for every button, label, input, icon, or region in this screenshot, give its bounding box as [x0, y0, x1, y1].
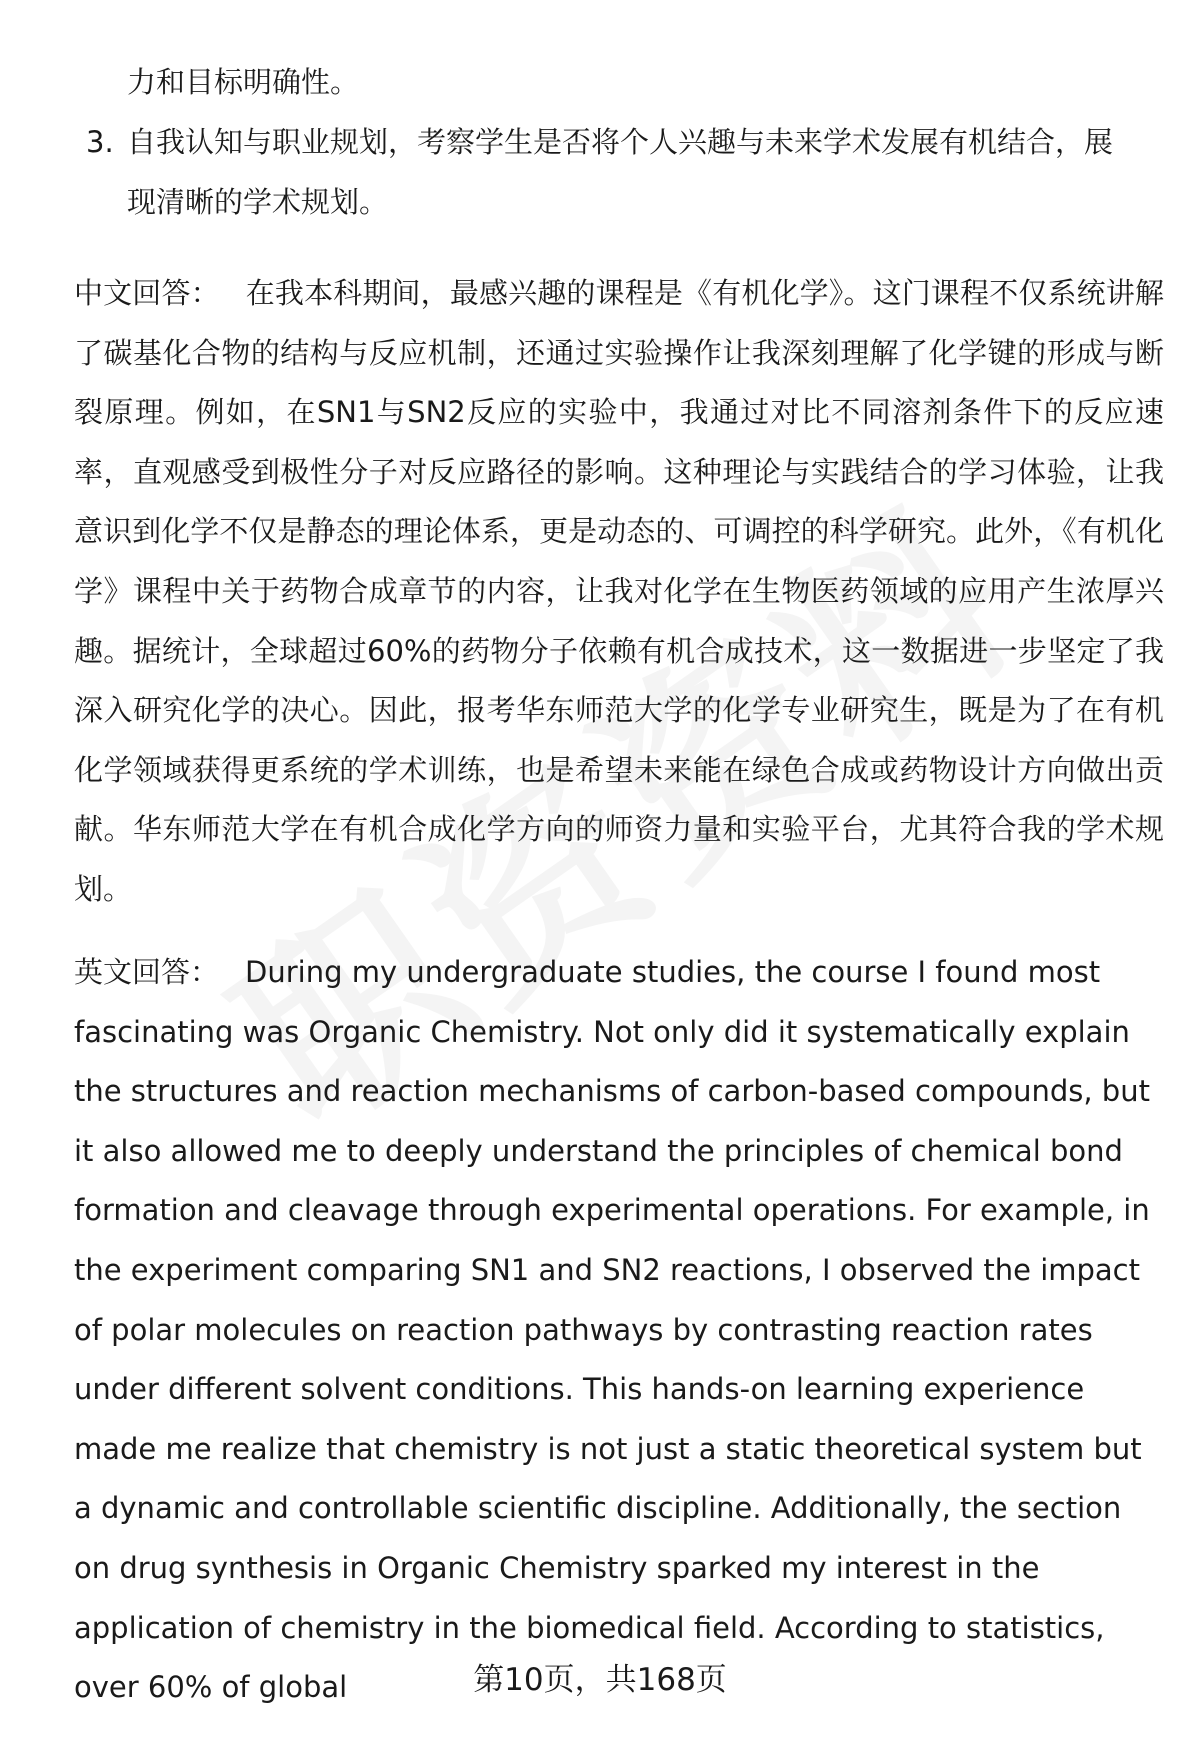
list-item-text: 自我认知与职业规划，考察学生是否将个人兴趣与未来学术发展有机结合，展现清晰的学术规划。 — [127, 125, 1114, 219]
list-item-continuation: 力和目标明确性。 — [127, 65, 360, 99]
english-answer-paragraph — [74, 943, 1164, 1718]
chinese-answer-text: 在我本科期间，最感兴趣的课程是《有机化学》。这门课程不仅系统讲解了碳基化合物的结构与反应机制，还通过实验操作让我深刻理解了化学键的形成与断裂原理。例如，在SN1与SN2反应的实验中，我通过对比不同溶剂条件下的反应速率，直观感受到极性分子对反应路径的影响。这种理论与实践结合的学习体验，让我意识到化学不仅是静态的理论体系，更是动态的、可调控的科学研究。此外，《有机化学》课程中关于药物合成章节的内容，让我对化学在生物医药领域的应用产生浓厚兴趣。据统计，全球超过60%的药物分子依赖有机合成技术，这一数据进一步坚定了我深入研究化学的决心。因此，报考华东师范大学的化学专业研究生，既是为了在有机化学领域获得更系统的学术训练，也是希望未来能在绿色合成或药物设计方向做出贡献。华东师范大学在有机合成化学方向的师资力量和实验平台，尤其符合我的学术规划。 — [74, 276, 1164, 906]
chinese-answer-label: 中文回答： — [74, 276, 220, 310]
english-answer-text: During my undergraduate studies, the course I found most fascinating was Organic Chemistry. Not only did it systematically explain the structures and reaction mechanisms of carbon-based compounds, but it also allowed me to deeply understand the principles of chemical bond formation and cleavage through experimental operations. For example, in the experiment comparing SN1 and SN2 reactions, I observed the impact of polar molecules on reaction pathways by contrasting reaction rates under different solvent conditions. This hands-on learning experience made me realize that chemistry is not just a static theoretical system but a dynamic and controllable scientific discipline. Additionally, the section on drug synthesis in Organic Chemistry sparked my interest in the application of chemistry in the biomedical field. According to statistics, over 60% of global — [74, 955, 1150, 1705]
page-number-footer: 第10页，共168页 — [473, 1662, 727, 1698]
english-answer-label: 英文回答： — [74, 955, 220, 989]
chinese-answer-paragraph — [74, 264, 1164, 920]
list-number: 3. — [86, 125, 114, 159]
